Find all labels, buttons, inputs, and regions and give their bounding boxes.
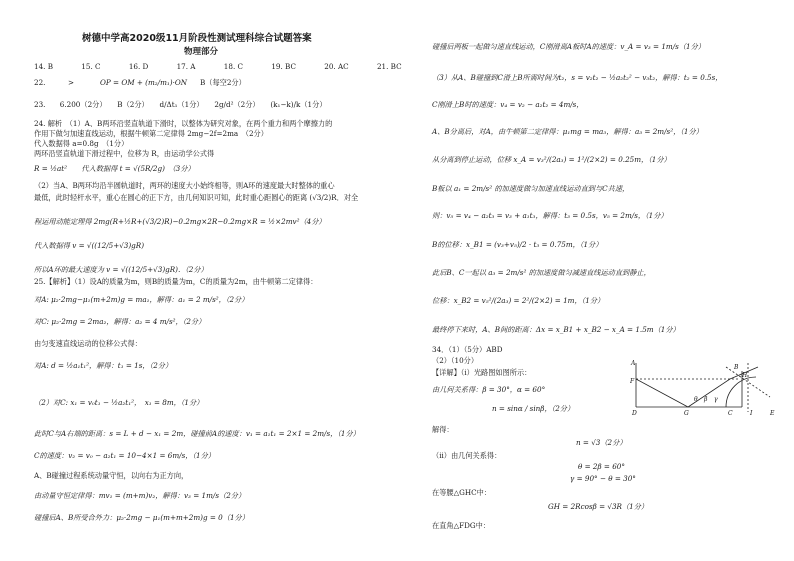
q22-formula: OP = OM + (m₂/m₁)·ON	[100, 78, 188, 87]
q24-line-5: R = ½at² 代入数据得 t = √(5R/2g) （3分）	[34, 164, 195, 173]
r-line-16: n = sinα / sinβ，（2分）	[492, 404, 575, 413]
label-E: E	[770, 410, 775, 417]
r-line-21: γ = 90° − θ = 30°	[570, 474, 636, 483]
label-C: C	[728, 410, 733, 417]
label-B: B	[734, 364, 739, 371]
r-line-14: 【详解】（i）光路图如图所示：	[432, 368, 532, 377]
label-I: I	[750, 410, 753, 417]
q24-line-1: 24. 解析 （1）A、B两环沿竖直轨道下滑时，以整体为研究对象，在两个重力和两个摩擦力的	[34, 119, 333, 128]
q23-answers: 23. 6.200（2分） B（2分） d/Δt₁（1分） 2g/d²（2分） (k₁−k)/k（1分）	[34, 100, 327, 109]
r-line-11: 最终停下来时，A、B间的距离：Δx = x_B1 + x_B2 − x_A = 1.5m（1分）	[432, 325, 680, 334]
q25-line-1: 25.【解析】（1）设A的质量为m，则B的质量为m，C的质量为2m，由牛顿第二定律得：	[34, 277, 318, 286]
q22-answer: B（每空2分）	[200, 78, 246, 87]
q24-line-6: （2）当A、B两环均沿半圆轨道时，两环的速度大小始终相等，则A环的速度最大时整体的重心	[34, 181, 335, 190]
r-line-20: θ = 2β = 60°	[578, 462, 625, 471]
q24-line-8: 程运用动能定理得 2mg(R+½R+(√3/2)R)−0.2mg×2R−0.2mg×R = ½×2mv²（4分）	[34, 217, 326, 226]
answer-15: 15. C	[81, 62, 101, 71]
q24-line-10: 所以A环的最大速度为 v = √((12/5+√3)gR)．（2分）	[34, 265, 208, 274]
q25-line-9: A、B碰撞过程系统动量守恒，以向右为正方向，	[34, 471, 189, 480]
r-line-1: 碰撞后两板一起做匀速直线运动，C刚滑离A板时A的速度：v_A = v₃ = 1m/s（1分）	[432, 42, 705, 51]
right-column	[420, 0, 794, 561]
r-line-22: 在等腰△GHC中：	[432, 488, 491, 497]
r-line-10: 位移：x_B2 = v₅²/(2a₃) = 2²/(2×2) = 1m，（1分）	[432, 296, 605, 305]
q25-line-3: 对C: μ₂·2mg = 2ma₂，解得：a₂ = 4 m/s²，（2分）	[34, 317, 206, 326]
r-line-18: n = √3（2分）	[576, 438, 627, 447]
answer-19: 19. BC	[271, 62, 296, 71]
q24-line-4: 两环沿竖直轨道下滑过程中，位移为 R，由运动学公式得	[34, 149, 215, 158]
r-line-24: 在直角△FDG中：	[432, 521, 490, 530]
answer-14: 14. B	[34, 62, 53, 71]
q25-line-2: 对A: μ₂·2mg−μ₁(m+2m)g = ma₁，解得：a₁ = 2 m/s²，（2分）	[34, 295, 249, 304]
q24-line-3: 代入数据得 a=0.8g （1分）	[34, 139, 129, 148]
r-line-4: A、B分离后，对A，由牛顿第二定律得：μ₁mg = ma₃，解得：a₃ = 2m/s²，（1分）	[432, 127, 703, 136]
r-line-17: 解得：	[432, 425, 454, 434]
q25-line-8: C的速度：v₂ = v₀ − a₂t₁ = 10−4×1 = 6m/s，（1分）	[34, 451, 215, 460]
q25-line-6: （2）对C: x₁ = v₀t₁ − ½a₂t₁²， x₁ = 8m，（1分）	[34, 398, 204, 407]
answer-21: 21. BC	[376, 62, 402, 71]
r-line-19: （ii）由几何关系得：	[432, 451, 502, 460]
q22-label: 22.	[34, 78, 46, 87]
q25-line-11: 碰撞后A、B所受合外力：μ₂·2mg − μ₁(m+m+2m)g = 0（1分）	[34, 513, 249, 522]
label-beta: β	[704, 396, 708, 403]
q24-line-9: 代入数据得 v = √((12/5+√3)gR)	[34, 241, 144, 250]
r-line-12: 34．（1）（5分）ABD	[432, 345, 503, 354]
r-line-7: 则：v₅ = v₄ − a₂t₃ = v₃ + a₁t₃，解得：t₃ = 0.5s，v₅ = 2m/s，（1分）	[432, 211, 668, 220]
answer-18: 18. C	[223, 62, 244, 71]
label-F: F	[630, 378, 635, 385]
label-G: G	[684, 410, 689, 417]
r-line-8: B的位移：x_B1 = (v₃+v₅)/2 · t₃ = 0.75m，（1分）	[432, 240, 603, 249]
label-H: H	[742, 372, 748, 379]
r-line-5: 从分离到停止运动，位移 x_A = v₃²/(2a₃) = 1²/(2×2) = 0.25m，（1分）	[432, 155, 671, 164]
optics-ray-diagram	[630, 357, 780, 419]
q25-line-5: 对A: d = ½a₁t₁²，解得：t₁ = 1s，（2分）	[34, 361, 173, 370]
r-line-13: （2）（10分）	[432, 356, 479, 365]
label-gamma: γ	[714, 396, 718, 403]
r-line-3: C刚滑上B时的速度：v₄ = v₂ − a₂t₂ = 4m/s，	[432, 100, 584, 109]
q25-line-7: 此时C与A右端的距离：s = L + d − x₁ = 2m，碰撞前A的速度：v₁ = a₁t₁ = 2×1 = 2m/s，（1分）	[34, 429, 360, 438]
answer-16: 16. D	[128, 62, 149, 71]
incident-ray	[636, 379, 688, 407]
r-line-9: 此后B、C一起以 a₃ = 2m/s² 的加速度做匀减速直线运动直到静止，	[432, 268, 651, 277]
q24-line-2: 作用下做匀加速直线运动，根据牛顿第二定律得 2mg−2f=2ma （2分）	[34, 129, 268, 138]
q25-line-10: 由动量守恒定律得：mv₁ = (m+m)v₂，解得：v₃ = 1m/s（2分）	[34, 491, 246, 500]
q22-gt: >	[68, 78, 75, 87]
q25-line-4: 由匀变速直线运动的位移公式得：	[34, 339, 142, 348]
label-theta: θ	[694, 396, 698, 403]
answer-20: 20. AC	[324, 62, 349, 71]
section-title: 物理部分	[184, 47, 219, 57]
r-line-15: 由几何关系得：β = 30°，α = 60°	[432, 385, 546, 394]
label-D: D	[632, 410, 637, 417]
page-title: 树德中学高2020级11月阶段性测试理科综合试题答案	[82, 33, 312, 44]
r-line-6: B板以 a₁ = 2m/s² 的加速度做匀加速直线运动直到与C共速，	[432, 184, 630, 193]
r-line-2: （3）从A、B碰撞到C滑上B所需时间为t₂，s = v₂t₂ − ½a₂t₂² − v₃t₂，解得：t₂ = 0.5s，	[432, 73, 723, 82]
semicircle-arc	[726, 377, 756, 407]
q24-line-7: 最低，此时轻杆水平，重心在圆心的正下方，由几何知识可知，此时重心距圆心的距离 (√3/2)R．对全	[34, 193, 359, 202]
answer-17: 17. A	[176, 62, 196, 71]
choice-answers	[34, 62, 428, 71]
r-line-23: GH = 2Rcosβ = √3R（1分）	[548, 502, 649, 511]
label-A: A	[631, 360, 636, 367]
